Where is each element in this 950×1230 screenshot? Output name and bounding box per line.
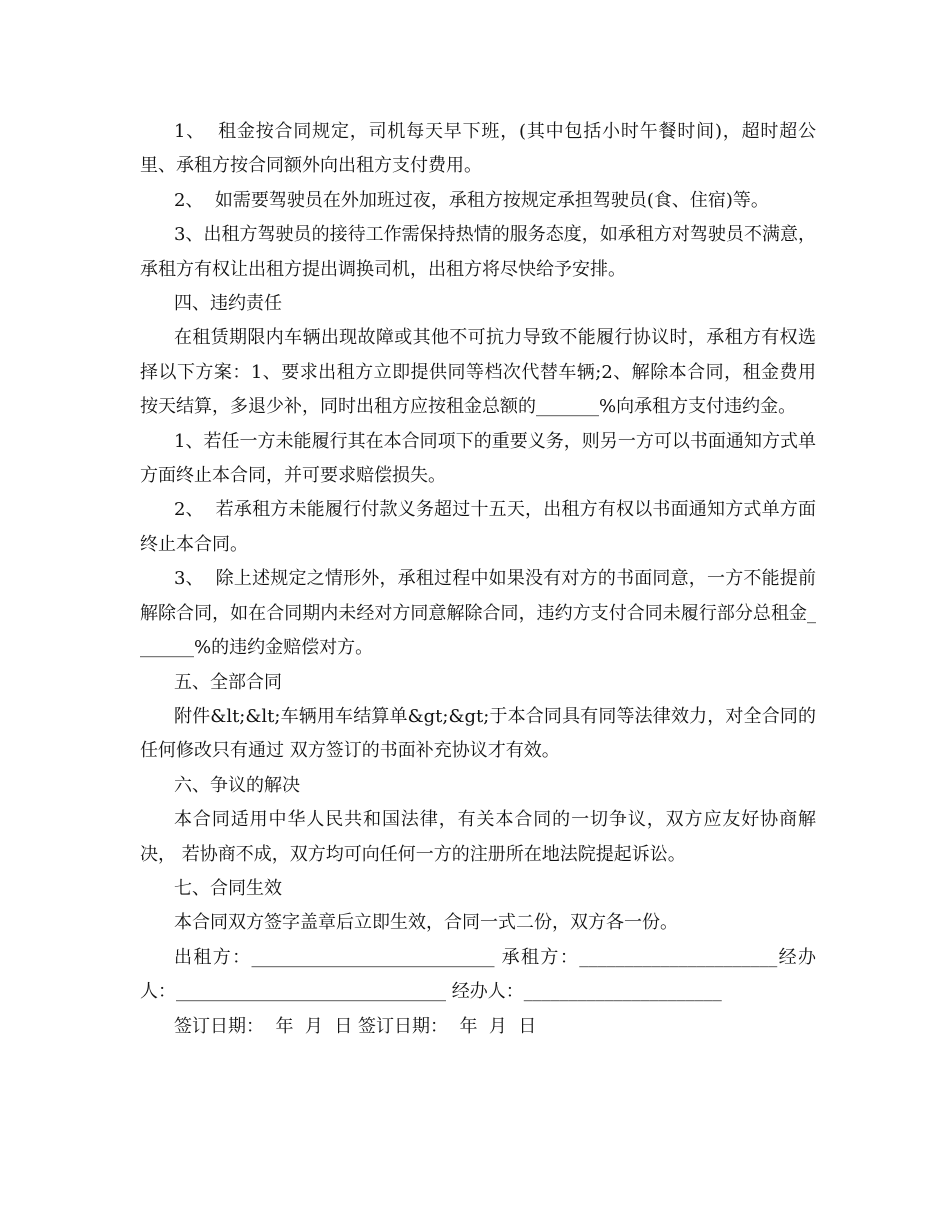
section-heading-breach: 四、违约责任: [174, 293, 282, 315]
clause-attachment: 附件&lt;&lt;车辆用车结算单&gt;&gt;于本合同具有同等法律效力，对全合同的任何修改只有通过 双方签订的书面补充协议才有效。: [140, 705, 816, 762]
clause-termination-obligation: 1、若任一方未能履行其在本合同项下的重要义务，则另一方可以书面通知方式单方面终止本合同，并可要求赔偿损失。: [140, 430, 816, 487]
section-heading-entire-contract: 五、全部合同: [174, 671, 282, 693]
contract-body: [140, 115, 816, 1044]
clause-effective: 本合同双方签字盖章后立即生效，合同一式二份，双方各一份。: [174, 912, 678, 934]
clause-overnight-expenses: 2、 如需要驾驶员在外加班过夜，承租方按规定承担驾驶员(食、住宿)等。: [174, 189, 769, 211]
section-heading-effectiveness: 七、合同生效: [174, 877, 282, 899]
clause-rent-hours: 1、 租金按合同规定，司机每天早下班，(其中包括小时午餐时间)，超时超公里、承租方按合同额外向出租方支付费用。: [140, 121, 816, 177]
signing-dates: 签订日期： 年 月 日 签订日期： 年 月 日: [174, 1015, 537, 1037]
clause-early-termination: 3、 除上述规定之情形外，承租过程中如果没有对方的书面同意，一方不能提前解除合同，如在合同期内未经对方同意解除合同，违约方支付合同未履行部分总租金_______%的违约金赔偿对方。: [140, 568, 816, 659]
clause-driver-service: 3、出租方驾驶员的接待工作需保持热情的服务态度，如承租方对驾驶员不满意，承租方有权让出租方提出调换司机，出租方将尽快给予安排。: [140, 224, 816, 280]
section-heading-disputes: 六、争议的解决: [174, 774, 300, 796]
signature-lines: 出租方：___________________________ 承租方：______________________经办人：______________________________ 经办人：______________________: [140, 946, 816, 1003]
clause-termination-payment: 2、 若承租方未能履行付款义务超过十五天，出租方有权以书面通知方式单方面终止本合同。: [140, 499, 816, 555]
clause-governing-law: 本合同适用中华人民共和国法律，有关本合同的一切争议，双方应友好协商解决， 若协商不成，双方均可向任何一方的注册所在地法院提起诉讼。: [140, 809, 816, 865]
clause-breakdown-options: 在租赁期限内车辆出现故障或其他不可抗力导致不能履行协议时，承租方有权选择以下方案：1、要求出租方立即提供同等档次代替车辆;2、解除本合同，租金费用按天结算，多退少补，同时出租方应按租金总额的_______%向承租方支付违约金。: [140, 327, 816, 418]
